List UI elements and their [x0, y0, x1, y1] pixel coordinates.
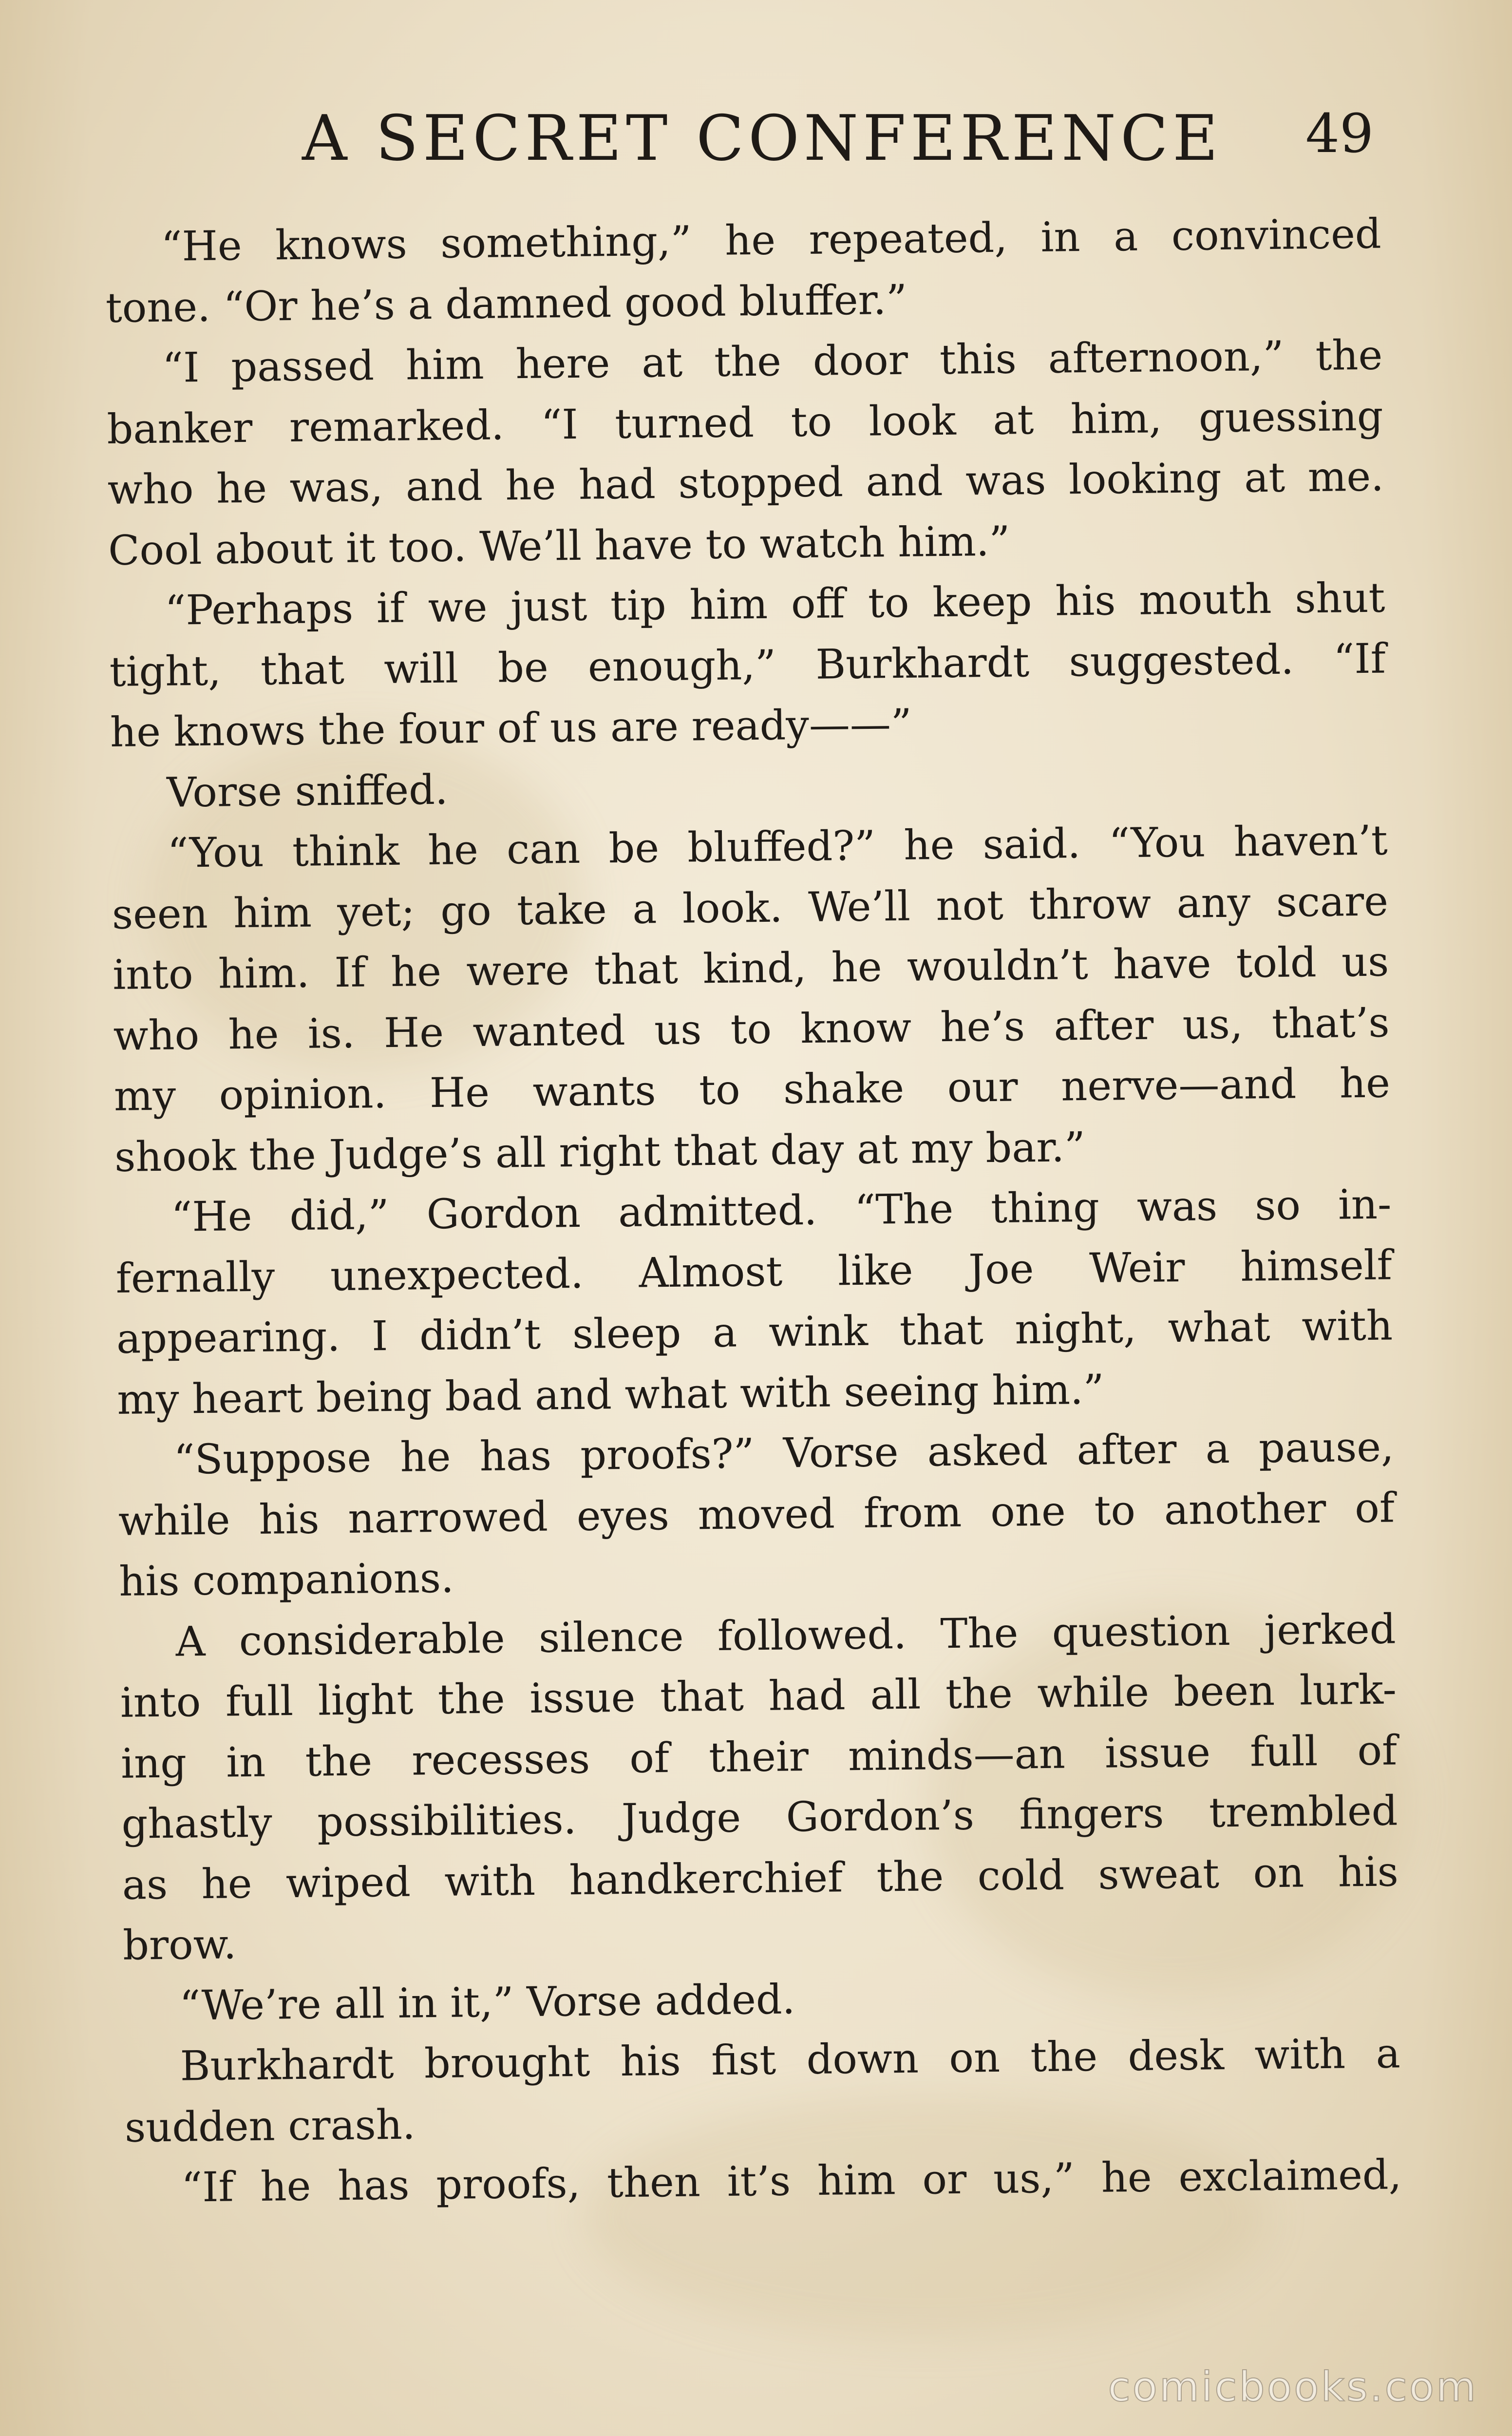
text-line: “You think he can be bluffed?” he said. “You haven’t [167, 816, 1388, 877]
text-line: banker remarked. “I turned to look at him, guessing [107, 392, 1383, 453]
page-number: 49 [1305, 102, 1374, 165]
text-line: ing in the recesses of their minds—an issue full of [120, 1726, 1398, 1788]
body-text [105, 204, 1402, 2219]
text-line: as he wiped with handkerchief the cold sweat on his [122, 1847, 1399, 1909]
text-line: “He did,” Gordon admitted. “The thing was so in- [170, 1180, 1392, 1241]
text-line: tone. “Or he’s a damned good bluffer.” [105, 275, 907, 332]
text-line: “Perhaps if we just tip him off to keep his mouth shut [164, 573, 1385, 634]
text-line: Vorse sniffed. [166, 765, 448, 817]
text-line: “I passed him here at the door this afternoon,” the [162, 331, 1383, 392]
text-line: who he is. He wanted us to know he’s after us, that’s [113, 998, 1390, 1060]
text-line: A considerable silence followed. The question jerked [175, 1604, 1397, 1666]
text-line: Cool about it too. We’ll have to watch him.” [108, 517, 1010, 574]
text-line: his companions. [118, 1554, 454, 1605]
text-line: tight, that will be enough,” Burkhardt suggested. “If [109, 634, 1386, 696]
text-line: while his narrowed eyes moved from one to another of [118, 1483, 1395, 1545]
text-line: shook the Judge’s all right that day at my bar.” [114, 1123, 1086, 1181]
text-line: ghastly possibilities. Judge Gordon’s fingers trembled [121, 1787, 1398, 1848]
text-line: sudden crash. [124, 2100, 416, 2151]
text-line: “Suppose he has proofs?” Vorse asked after a pause, [173, 1423, 1395, 1484]
text-line: “He knows something,” he repeated, in a convinced [161, 209, 1382, 270]
running-title: A SECRET CONFERENCE [302, 102, 1223, 175]
text-line: who he was, and he had stopped and was looking at me. [107, 452, 1384, 514]
text-line: seen him yet; go take a look. We’ll not throw any scare [112, 876, 1389, 938]
text-line: brow. [122, 1920, 237, 1969]
text-line: Burkhardt brought his fist down on the desk with a [180, 2029, 1401, 2090]
text-line: into him. If he were that kind, he wouldn’t have told us [112, 937, 1389, 999]
text-line: appearing. I didn’t sleep a wink that night, what with [116, 1301, 1393, 1363]
text-line: fernally unexpected. Almost like Joe Weir himself [115, 1240, 1393, 1302]
text-line: my opinion. He wants to shake our nerve—and he [113, 1059, 1391, 1120]
site-watermark: comicbooks.com [1108, 2363, 1478, 2411]
text-line: into full light the issue that had all the while been lurk- [120, 1665, 1397, 1727]
text-line: “If he has proofs, then it’s him or us,” he exclaimed, [181, 2151, 1402, 2211]
page-header [0, 102, 1512, 200]
text-line: “We’re all in it,” Vorse added. [179, 1975, 795, 2030]
text-line: my heart being bad and what with seeing him.” [116, 1365, 1105, 1424]
text-line: he knows the four of us are ready——” [110, 700, 912, 756]
